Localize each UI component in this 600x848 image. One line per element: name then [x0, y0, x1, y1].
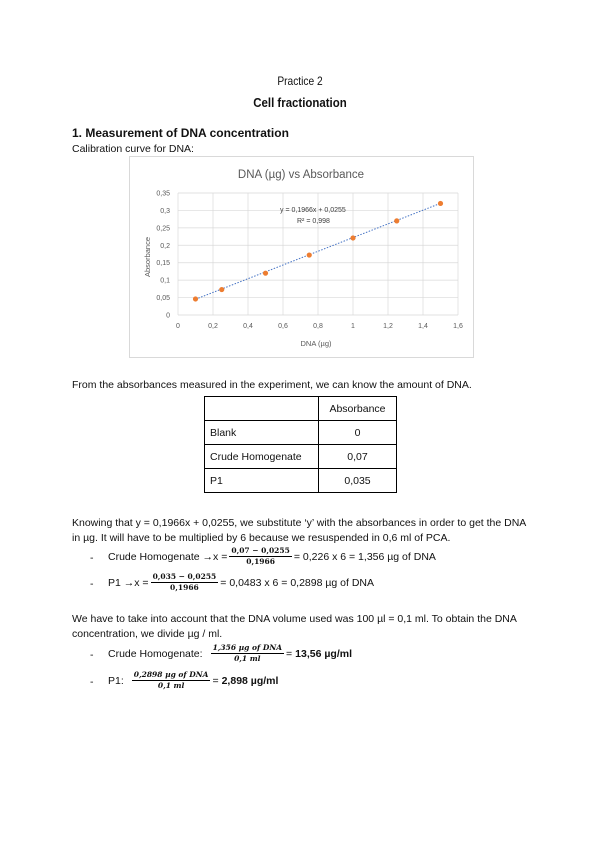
y-tick-labels — [156, 191, 170, 320]
calc-crude-line — [108, 546, 436, 567]
x-tick-label: 0,8 — [313, 323, 323, 330]
bullet-dash: - — [90, 649, 94, 661]
calc-p1-prefix: P1 →x = — [108, 576, 149, 589]
calc-crude-fraction — [229, 546, 291, 567]
bullet-dash: - — [90, 578, 94, 590]
table-row — [205, 445, 397, 469]
y-tick-label: 0,3 — [160, 207, 170, 215]
conc-p1-line — [108, 670, 278, 691]
table-header-absorbance: Absorbance — [319, 397, 397, 421]
calc-crude-result: = 0,226 x 6 = 1,356 µg of DNA — [293, 550, 436, 563]
practice-label: Practice 2 — [277, 74, 323, 88]
y-axis-label: Absorbance — [143, 236, 152, 278]
conc-p1-fraction — [132, 670, 211, 691]
trend-equation: y = 0,1966x + 0,0255 — [280, 207, 346, 214]
y-tick-label: 0 — [166, 312, 170, 320]
data-point — [263, 271, 268, 276]
x-tick-label: 1,4 — [418, 323, 428, 330]
y-tick-label: 0,35 — [156, 190, 170, 198]
conc-crude-eq: = — [286, 647, 293, 660]
y-tick-label: 0,1 — [160, 277, 170, 285]
conc-crude-fraction — [211, 643, 284, 664]
data-point — [350, 235, 355, 240]
row-value: 0,07 — [319, 445, 397, 469]
conc-intro: We have to take into account that the DNA volume used was 100 µl = 0,1 ml. To obtain the DNA concentration, we divide µg / ml. — [72, 613, 517, 640]
x-tick-label: 0,6 — [278, 323, 288, 330]
calc-p1-result: = 0,0483 x 6 = 0,2898 µg of DNA — [220, 576, 375, 589]
table-row — [205, 469, 397, 493]
bullet-dash: - — [90, 552, 94, 564]
x-tick-label: 0,4 — [243, 323, 253, 330]
table-row — [205, 421, 397, 445]
x-tick-label: 0 — [176, 323, 180, 330]
fraction-denominator: 0,1966 — [246, 557, 275, 566]
row-label: Blank — [205, 421, 319, 445]
calc-intro: Knowing that y = 0,1966x + 0,0255, we substitute ‘y’ with the absorbances in order to get the DNA in µg. It will have to be multiplied by 6 because we resuspended in 0,6 ml of PCA. — [72, 517, 526, 544]
absorbance-table — [204, 396, 397, 493]
y-tick-label: 0,05 — [156, 295, 170, 303]
calc-crude-prefix: Crude Homogenate →x = — [108, 550, 228, 563]
y-tick-label: 0,2 — [160, 242, 170, 250]
trend-r2: R² = 0,998 — [297, 218, 330, 225]
row-label: P1 — [205, 469, 319, 493]
x-axis-label: DNA (µg) — [300, 339, 332, 348]
row-value: 0,035 — [319, 469, 397, 493]
fraction-denominator: 0,1 ml — [234, 654, 261, 663]
data-point — [219, 287, 224, 292]
conc-p1-result: 2,898 µg/ml — [221, 674, 279, 687]
y-tick-label: 0,15 — [156, 260, 170, 268]
fraction-denominator: 0,1 ml — [157, 681, 185, 690]
x-tick-label: 1,6 — [453, 323, 463, 330]
table-header-row — [205, 397, 397, 421]
x-tick-label: 1 — [351, 323, 355, 330]
data-point — [394, 218, 399, 223]
fraction-numerator: 1,356 µg of DNA — [212, 643, 283, 652]
conc-p1-prefix: P1: — [108, 674, 124, 687]
calibration-chart — [129, 156, 474, 358]
y-tick-label: 0,25 — [156, 225, 170, 233]
data-point — [193, 296, 198, 301]
calc-p1-line — [108, 572, 374, 593]
fraction-numerator: 0,07 − 0,0255 — [231, 546, 290, 555]
chart-title: DNA (µg) vs Absorbance — [237, 169, 365, 181]
conc-crude-prefix: Crude Homogenate: — [108, 647, 203, 660]
data-point — [307, 252, 312, 257]
fraction-numerator: 0,035 − 0,0255 — [152, 572, 217, 581]
page-title: Cell fractionation — [253, 95, 347, 110]
calc-p1-fraction — [151, 572, 219, 593]
bullet-dash: - — [90, 676, 94, 688]
data-point — [438, 201, 443, 206]
row-value: 0 — [319, 421, 397, 445]
fraction-denominator: 0,1966 — [170, 583, 199, 592]
conc-crude-result: 13,56 µg/ml — [295, 647, 352, 660]
conc-crude-line — [108, 643, 352, 664]
from-paragraph: From the absorbances measured in the experiment, we can know the amount of DNA. — [72, 379, 472, 391]
chart-svg — [130, 157, 473, 357]
table-header-empty — [205, 397, 319, 421]
x-tick-label: 1,2 — [383, 323, 393, 330]
x-tick-labels — [176, 323, 463, 330]
conc-p1-eq: = — [212, 674, 219, 687]
section-heading: 1. Measurement of DNA concentration — [72, 126, 289, 140]
fraction-numerator: 0,2898 µg of DNA — [133, 670, 209, 679]
row-label: Crude Homogenate — [205, 445, 319, 469]
x-tick-label: 0,2 — [208, 323, 218, 330]
calibration-label: Calibration curve for DNA: — [72, 143, 194, 155]
